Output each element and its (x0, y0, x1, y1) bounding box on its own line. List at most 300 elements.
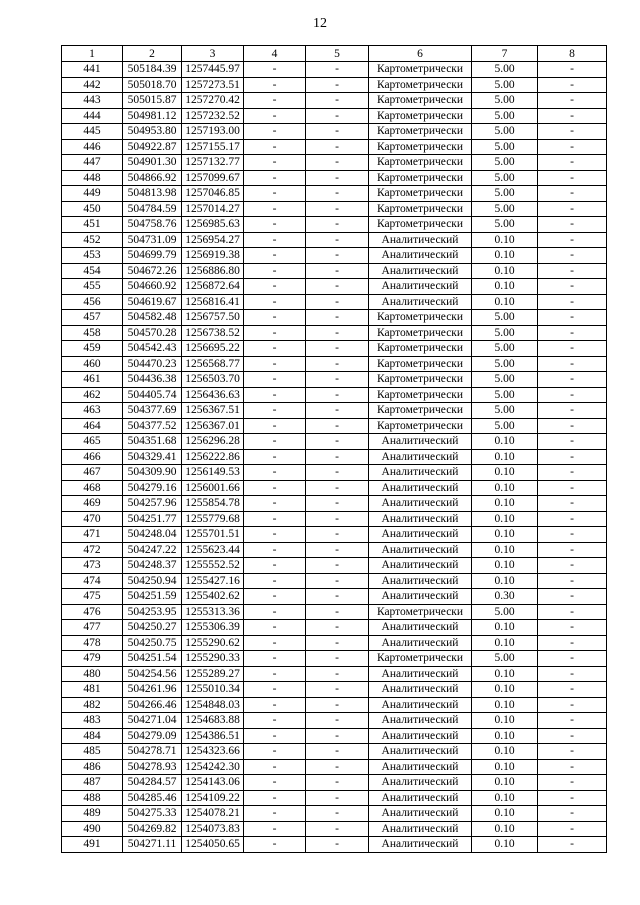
accuracy-cell: 0.10 (472, 759, 538, 775)
point-number-cell: 488 (62, 790, 123, 806)
col8-cell: - (538, 449, 607, 465)
y-coordinate-cell: 1255290.33 (182, 651, 244, 667)
method-cell: Аналитический (369, 263, 472, 279)
y-coordinate-cell: 1257099.67 (182, 170, 244, 186)
point-number-cell: 461 (62, 372, 123, 388)
y-coordinate-cell: 1254848.03 (182, 697, 244, 713)
point-number-cell: 485 (62, 744, 123, 760)
y-coordinate-cell: 1257193.00 (182, 124, 244, 140)
y-coordinate-cell: 1256886.80 (182, 263, 244, 279)
y-coordinate-cell: 1256985.63 (182, 217, 244, 233)
x-coordinate-cell: 504953.80 (123, 124, 182, 140)
x-coordinate-cell: 504285.46 (123, 790, 182, 806)
col4-cell: - (244, 573, 306, 589)
y-coordinate-cell: 1255290.62 (182, 635, 244, 651)
x-coordinate-cell: 504866.92 (123, 170, 182, 186)
col8-cell: - (538, 434, 607, 450)
col8-cell: - (538, 155, 607, 171)
accuracy-cell: 0.10 (472, 480, 538, 496)
accuracy-cell: 5.00 (472, 372, 538, 388)
y-coordinate-cell: 1257273.51 (182, 77, 244, 93)
x-coordinate-cell: 505184.39 (123, 62, 182, 78)
point-number-cell: 478 (62, 635, 123, 651)
x-coordinate-cell: 504247.22 (123, 542, 182, 558)
col4-cell: - (244, 325, 306, 341)
x-coordinate-cell: 504758.76 (123, 217, 182, 233)
col4-cell: - (244, 418, 306, 434)
accuracy-cell: 5.00 (472, 341, 538, 357)
point-number-cell: 445 (62, 124, 123, 140)
method-cell: Картометрически (369, 310, 472, 326)
table-row (62, 77, 607, 93)
x-coordinate-cell: 504248.04 (123, 527, 182, 543)
col5-cell: - (306, 759, 369, 775)
accuracy-cell: 0.10 (472, 465, 538, 481)
accuracy-cell: 5.00 (472, 139, 538, 155)
x-coordinate-cell: 504253.95 (123, 604, 182, 620)
point-number-cell: 483 (62, 713, 123, 729)
col5-cell: - (306, 170, 369, 186)
col4-cell: - (244, 837, 306, 853)
x-coordinate-cell: 504275.33 (123, 806, 182, 822)
y-coordinate-cell: 1254242.30 (182, 759, 244, 775)
x-coordinate-cell: 504254.56 (123, 666, 182, 682)
col5-cell: - (306, 279, 369, 295)
col8-cell: - (538, 170, 607, 186)
point-number-cell: 484 (62, 728, 123, 744)
col8-cell: - (538, 186, 607, 202)
col8-cell: - (538, 821, 607, 837)
col4-cell: - (244, 604, 306, 620)
x-coordinate-cell: 504251.59 (123, 589, 182, 605)
accuracy-cell: 5.00 (472, 77, 538, 93)
table-row (62, 139, 607, 155)
y-coordinate-cell: 1254323.66 (182, 744, 244, 760)
method-cell: Аналитический (369, 480, 472, 496)
accuracy-cell: 0.10 (472, 790, 538, 806)
table-row (62, 217, 607, 233)
y-coordinate-cell: 1254683.88 (182, 713, 244, 729)
col4-cell: - (244, 465, 306, 481)
x-coordinate-cell: 504582.48 (123, 310, 182, 326)
x-coordinate-cell: 504619.67 (123, 294, 182, 310)
x-coordinate-cell: 505015.87 (123, 93, 182, 109)
col5-cell: - (306, 449, 369, 465)
accuracy-cell: 0.10 (472, 666, 538, 682)
col5-cell: - (306, 248, 369, 264)
col8-cell: - (538, 651, 607, 667)
col5-cell: - (306, 542, 369, 558)
accuracy-cell: 5.00 (472, 170, 538, 186)
method-cell: Картометрически (369, 139, 472, 155)
col5-cell: - (306, 744, 369, 760)
point-number-cell: 491 (62, 837, 123, 853)
accuracy-cell: 0.10 (472, 806, 538, 822)
method-cell: Картометрически (369, 77, 472, 93)
table-row (62, 232, 607, 248)
x-coordinate-cell: 504271.11 (123, 837, 182, 853)
col5-cell: - (306, 790, 369, 806)
table-row (62, 372, 607, 388)
y-coordinate-cell: 1255701.51 (182, 527, 244, 543)
method-cell: Аналитический (369, 511, 472, 527)
x-coordinate-cell: 504250.94 (123, 573, 182, 589)
table-row (62, 201, 607, 217)
col4-cell: - (244, 728, 306, 744)
point-number-cell: 468 (62, 480, 123, 496)
y-coordinate-cell: 1256738.52 (182, 325, 244, 341)
method-cell: Аналитический (369, 279, 472, 295)
y-coordinate-cell: 1255402.62 (182, 589, 244, 605)
col4-cell: - (244, 248, 306, 264)
method-cell: Картометрически (369, 217, 472, 233)
y-coordinate-cell: 1255010.34 (182, 682, 244, 698)
table-row (62, 294, 607, 310)
col4-cell: - (244, 186, 306, 202)
point-number-cell: 490 (62, 821, 123, 837)
x-coordinate-cell: 504436.38 (123, 372, 182, 388)
col8-cell: - (538, 139, 607, 155)
x-coordinate-cell: 505018.70 (123, 77, 182, 93)
method-cell: Аналитический (369, 806, 472, 822)
x-coordinate-cell: 504278.71 (123, 744, 182, 760)
point-number-cell: 471 (62, 527, 123, 543)
y-coordinate-cell: 1255427.16 (182, 573, 244, 589)
col4-cell: - (244, 263, 306, 279)
table-row (62, 93, 607, 109)
point-number-cell: 442 (62, 77, 123, 93)
col8-cell: - (538, 542, 607, 558)
point-number-cell: 451 (62, 217, 123, 233)
x-coordinate-cell: 504309.90 (123, 465, 182, 481)
accuracy-cell: 0.10 (472, 527, 538, 543)
point-number-cell: 489 (62, 806, 123, 822)
method-cell: Картометрически (369, 62, 472, 78)
method-cell: Картометрически (369, 387, 472, 403)
col4-cell: - (244, 806, 306, 822)
point-number-cell: 481 (62, 682, 123, 698)
col8-cell: - (538, 558, 607, 574)
method-cell: Аналитический (369, 294, 472, 310)
table-row (62, 62, 607, 78)
method-cell: Аналитический (369, 449, 472, 465)
y-coordinate-cell: 1256367.51 (182, 403, 244, 419)
accuracy-cell: 0.10 (472, 837, 538, 853)
method-cell: Картометрически (369, 372, 472, 388)
y-coordinate-cell: 1256503.70 (182, 372, 244, 388)
x-coordinate-cell: 504731.09 (123, 232, 182, 248)
table-row (62, 341, 607, 357)
point-number-cell: 449 (62, 186, 123, 202)
col4-cell: - (244, 790, 306, 806)
method-cell: Аналитический (369, 620, 472, 636)
table-row (62, 356, 607, 372)
col8-cell: - (538, 217, 607, 233)
method-cell: Картометрически (369, 325, 472, 341)
col8-cell: - (538, 713, 607, 729)
point-number-cell: 479 (62, 651, 123, 667)
col8-cell: - (538, 666, 607, 682)
col8-cell: - (538, 294, 607, 310)
point-number-cell: 487 (62, 775, 123, 791)
col5-cell: - (306, 728, 369, 744)
col8-cell: - (538, 124, 607, 140)
col4-cell: - (244, 62, 306, 78)
method-cell: Аналитический (369, 837, 472, 853)
method-cell: Картометрически (369, 651, 472, 667)
table-row (62, 155, 607, 171)
y-coordinate-cell: 1256222.86 (182, 449, 244, 465)
col5-cell: - (306, 837, 369, 853)
col4-cell: - (244, 387, 306, 403)
table-row (62, 635, 607, 651)
method-cell: Картометрически (369, 604, 472, 620)
y-coordinate-cell: 1255306.39 (182, 620, 244, 636)
accuracy-cell: 0.10 (472, 744, 538, 760)
point-number-cell: 441 (62, 62, 123, 78)
point-number-cell: 448 (62, 170, 123, 186)
col4-cell: - (244, 294, 306, 310)
x-coordinate-cell: 504570.28 (123, 325, 182, 341)
point-number-cell: 480 (62, 666, 123, 682)
x-coordinate-cell: 504279.16 (123, 480, 182, 496)
table-row (62, 775, 607, 791)
col4-cell: - (244, 775, 306, 791)
col8-cell: - (538, 201, 607, 217)
x-coordinate-cell: 504672.26 (123, 263, 182, 279)
x-coordinate-cell: 504901.30 (123, 155, 182, 171)
col4-cell: - (244, 558, 306, 574)
y-coordinate-cell: 1256816.41 (182, 294, 244, 310)
x-coordinate-cell: 504784.59 (123, 201, 182, 217)
table-row (62, 589, 607, 605)
accuracy-cell: 0.10 (472, 635, 538, 651)
col5-cell: - (306, 697, 369, 713)
table-row (62, 108, 607, 124)
point-number-cell: 467 (62, 465, 123, 481)
x-coordinate-cell: 504377.52 (123, 418, 182, 434)
col8-cell: - (538, 620, 607, 636)
y-coordinate-cell: 1256872.64 (182, 279, 244, 295)
y-coordinate-cell: 1254386.51 (182, 728, 244, 744)
column-header: 4 (244, 46, 306, 62)
method-cell: Аналитический (369, 635, 472, 651)
accuracy-cell: 0.10 (472, 775, 538, 791)
table-row (62, 666, 607, 682)
x-coordinate-cell: 504660.92 (123, 279, 182, 295)
x-coordinate-cell: 504542.43 (123, 341, 182, 357)
table-row (62, 806, 607, 822)
table-row (62, 511, 607, 527)
method-cell: Аналитический (369, 527, 472, 543)
col5-cell: - (306, 77, 369, 93)
point-number-cell: 453 (62, 248, 123, 264)
col8-cell: - (538, 341, 607, 357)
y-coordinate-cell: 1255779.68 (182, 511, 244, 527)
y-coordinate-cell: 1255289.27 (182, 666, 244, 682)
column-header: 2 (123, 46, 182, 62)
col8-cell: - (538, 108, 607, 124)
method-cell: Аналитический (369, 713, 472, 729)
point-number-cell: 482 (62, 697, 123, 713)
method-cell: Картометрически (369, 356, 472, 372)
method-cell: Картометрически (369, 186, 472, 202)
col5-cell: - (306, 821, 369, 837)
col5-cell: - (306, 403, 369, 419)
point-number-cell: 464 (62, 418, 123, 434)
x-coordinate-cell: 504251.54 (123, 651, 182, 667)
col5-cell: - (306, 465, 369, 481)
col4-cell: - (244, 232, 306, 248)
y-coordinate-cell: 1257445.97 (182, 62, 244, 78)
x-coordinate-cell: 504922.87 (123, 139, 182, 155)
col5-cell: - (306, 387, 369, 403)
point-number-cell: 446 (62, 139, 123, 155)
col4-cell: - (244, 356, 306, 372)
method-cell: Аналитический (369, 248, 472, 264)
col4-cell: - (244, 666, 306, 682)
point-number-cell: 469 (62, 496, 123, 512)
method-cell: Картометрически (369, 155, 472, 171)
table-row (62, 821, 607, 837)
table-row (62, 527, 607, 543)
col4-cell: - (244, 527, 306, 543)
accuracy-cell: 5.00 (472, 62, 538, 78)
method-cell: Аналитический (369, 744, 472, 760)
col4-cell: - (244, 480, 306, 496)
table-row (62, 186, 607, 202)
method-cell: Аналитический (369, 775, 472, 791)
accuracy-cell: 0.10 (472, 728, 538, 744)
col5-cell: - (306, 775, 369, 791)
accuracy-cell: 0.10 (472, 496, 538, 512)
col5-cell: - (306, 635, 369, 651)
col5-cell: - (306, 93, 369, 109)
col5-cell: - (306, 310, 369, 326)
table-row (62, 480, 607, 496)
table-row (62, 248, 607, 264)
method-cell: Аналитический (369, 759, 472, 775)
point-number-cell: 475 (62, 589, 123, 605)
point-number-cell: 466 (62, 449, 123, 465)
x-coordinate-cell: 504284.57 (123, 775, 182, 791)
col4-cell: - (244, 170, 306, 186)
accuracy-cell: 5.00 (472, 403, 538, 419)
col4-cell: - (244, 496, 306, 512)
table-row (62, 496, 607, 512)
column-header: 6 (369, 46, 472, 62)
col4-cell: - (244, 217, 306, 233)
col4-cell: - (244, 744, 306, 760)
point-number-cell: 459 (62, 341, 123, 357)
col8-cell: - (538, 744, 607, 760)
y-coordinate-cell: 1257232.52 (182, 108, 244, 124)
col4-cell: - (244, 682, 306, 698)
table-row (62, 434, 607, 450)
col8-cell: - (538, 93, 607, 109)
column-header: 3 (182, 46, 244, 62)
accuracy-cell: 5.00 (472, 155, 538, 171)
table-row (62, 403, 607, 419)
col8-cell: - (538, 496, 607, 512)
method-cell: Аналитический (369, 682, 472, 698)
col5-cell: - (306, 356, 369, 372)
accuracy-cell: 0.10 (472, 821, 538, 837)
point-number-cell: 447 (62, 155, 123, 171)
x-coordinate-cell: 504377.69 (123, 403, 182, 419)
col5-cell: - (306, 341, 369, 357)
x-coordinate-cell: 504351.68 (123, 434, 182, 450)
col5-cell: - (306, 806, 369, 822)
point-number-cell: 476 (62, 604, 123, 620)
col4-cell: - (244, 589, 306, 605)
accuracy-cell: 5.00 (472, 201, 538, 217)
col5-cell: - (306, 589, 369, 605)
point-number-cell: 463 (62, 403, 123, 419)
table-row (62, 713, 607, 729)
table-row (62, 542, 607, 558)
col5-cell: - (306, 620, 369, 636)
point-number-cell: 472 (62, 542, 123, 558)
accuracy-cell: 5.00 (472, 387, 538, 403)
accuracy-cell: 0.10 (472, 511, 538, 527)
col5-cell: - (306, 62, 369, 78)
col5-cell: - (306, 666, 369, 682)
x-coordinate-cell: 504250.27 (123, 620, 182, 636)
method-cell: Картометрически (369, 108, 472, 124)
x-coordinate-cell: 504251.77 (123, 511, 182, 527)
accuracy-cell: 5.00 (472, 651, 538, 667)
col8-cell: - (538, 589, 607, 605)
y-coordinate-cell: 1255854.78 (182, 496, 244, 512)
point-number-cell: 474 (62, 573, 123, 589)
col5-cell: - (306, 186, 369, 202)
col5-cell: - (306, 201, 369, 217)
col8-cell: - (538, 232, 607, 248)
col5-cell: - (306, 682, 369, 698)
point-number-cell: 444 (62, 108, 123, 124)
col5-cell: - (306, 558, 369, 574)
table-row (62, 759, 607, 775)
accuracy-cell: 0.10 (472, 620, 538, 636)
accuracy-cell: 5.00 (472, 310, 538, 326)
point-number-cell: 486 (62, 759, 123, 775)
col5-cell: - (306, 263, 369, 279)
x-coordinate-cell: 504699.79 (123, 248, 182, 264)
y-coordinate-cell: 1257270.42 (182, 93, 244, 109)
accuracy-cell: 5.00 (472, 108, 538, 124)
accuracy-cell: 0.10 (472, 248, 538, 264)
method-cell: Аналитический (369, 666, 472, 682)
y-coordinate-cell: 1257014.27 (182, 201, 244, 217)
col4-cell: - (244, 310, 306, 326)
y-coordinate-cell: 1255623.44 (182, 542, 244, 558)
y-coordinate-cell: 1257132.77 (182, 155, 244, 171)
table-row (62, 418, 607, 434)
point-number-cell: 456 (62, 294, 123, 310)
accuracy-cell: 0.10 (472, 713, 538, 729)
method-cell: Аналитический (369, 434, 472, 450)
col4-cell: - (244, 620, 306, 636)
col5-cell: - (306, 155, 369, 171)
table-row (62, 697, 607, 713)
method-cell: Аналитический (369, 589, 472, 605)
col8-cell: - (538, 263, 607, 279)
col8-cell: - (538, 682, 607, 698)
y-coordinate-cell: 1256568.77 (182, 356, 244, 372)
accuracy-cell: 0.10 (472, 573, 538, 589)
x-coordinate-cell: 504257.96 (123, 496, 182, 512)
